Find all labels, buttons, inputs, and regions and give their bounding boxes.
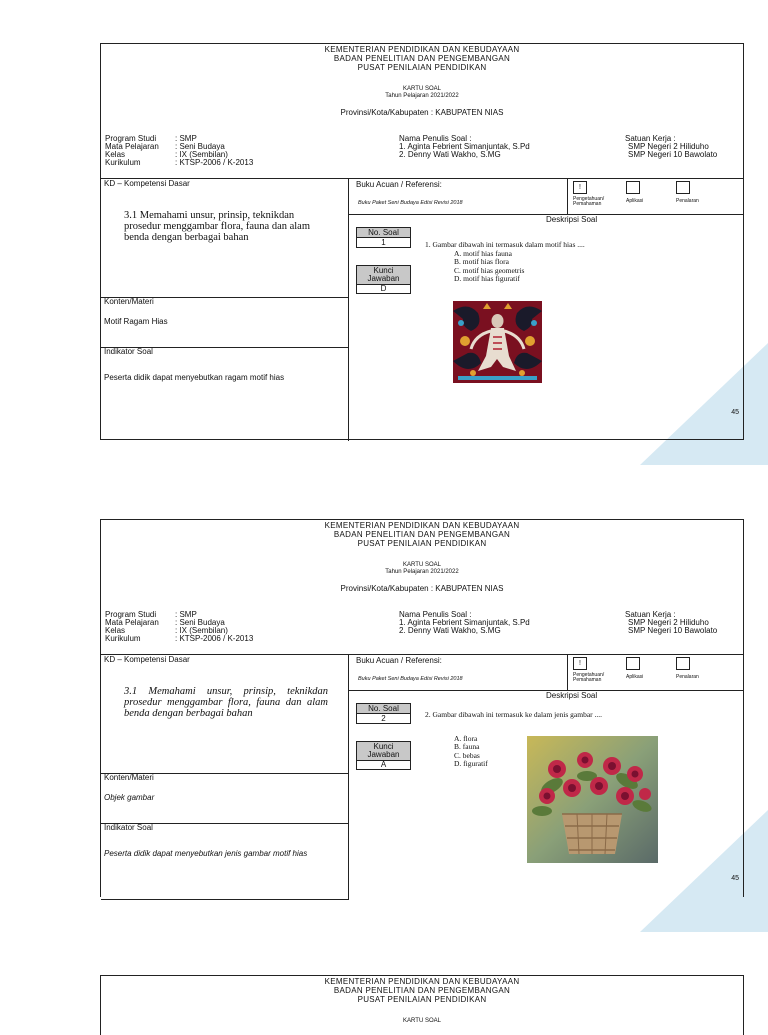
tahun-pelajaran: Tahun Pelajaran 2021/2022 <box>385 569 459 575</box>
konten-value: Objek gambar <box>104 793 155 802</box>
buku-value: Buku Paket Seni Budaya Edisi Revisi 2018 <box>358 200 463 206</box>
kartu-soal-1 <box>100 43 744 440</box>
kartu-title: KARTU SOAL <box>403 562 441 568</box>
buku-label: Buku Acuan / Referensi: <box>356 656 442 665</box>
level-checkbox-aplikasi <box>626 657 640 670</box>
header-line-2: BADAN PENELITIAN DAN PENGEMBANGAN <box>333 530 511 539</box>
option-a: A. motif hias fauna <box>454 248 512 258</box>
option-c: C. motif hias geometris <box>454 265 525 275</box>
no-soal-value: 2 <box>381 714 386 723</box>
kurikulum-label: Kurikulum <box>105 634 141 643</box>
provinsi: Provinsi/Kota/Kabupaten : KABUPATEN NIAS <box>340 584 504 593</box>
level-aplikasi: Aplikasi <box>626 674 644 680</box>
card-meta <box>105 135 739 173</box>
penulis-1: 1. Aginta Febrient Simanjuntak, S.Pd <box>399 618 530 627</box>
indikator-label: Indikator Soal <box>104 347 153 356</box>
header-line-3: PUSAT PENILAIAN PENDIDIKAN <box>357 63 487 72</box>
mapel-value: : Seni Budaya <box>175 142 225 151</box>
penulis-2: 2. Denny Wati Wakho, S.MG <box>399 626 501 635</box>
satuan-1: SMP Negeri 2 Hiliduho <box>628 142 709 151</box>
kurikulum-label: Kurikulum <box>105 158 141 167</box>
satuan-label: Satuan Kerja : <box>625 134 676 143</box>
kunci-label: Kunci Jawaban <box>357 742 410 761</box>
option-c: C. bebas <box>454 750 480 760</box>
konten-label: Konten/Materi <box>104 297 154 306</box>
no-soal-box <box>356 703 411 724</box>
kelas-label: Kelas <box>105 150 126 159</box>
kurikulum-value: : KTSP-2006 / K-2013 <box>175 634 254 643</box>
header-line-1: KEMENTERIAN PENDIDIKAN DAN KEBUDAYAAN <box>324 45 520 54</box>
kelas-value: : IX (Sembilan) <box>175 626 228 635</box>
provinsi: Provinsi/Kota/Kabupaten : KABUPATEN NIAS <box>340 108 504 117</box>
penulis-1: 1. Aginta Febrient Simanjuntak, S.Pd <box>399 142 530 151</box>
kelas-label: Kelas <box>105 626 126 635</box>
penulis-label: Nama Penulis Soal : <box>399 610 472 619</box>
header-line-2: BADAN PENELITIAN DAN PENGEMBANGAN <box>333 986 511 995</box>
kunci-value: A <box>380 760 387 769</box>
level-pengetahuan: Pengetahuan/ Pemahaman <box>573 196 605 207</box>
no-soal-label: No. Soal <box>357 228 410 238</box>
kurikulum-value: : KTSP-2006 / K-2013 <box>175 158 254 167</box>
question-text: 1. Gambar dibawah ini termasuk dalam motif hias .... <box>425 240 585 249</box>
deskripsi-label: Deskripsi Soal <box>546 691 598 700</box>
kunci-value: D <box>380 284 387 293</box>
indikator-value: Peserta didik dapat menyebutkan ragam motif hias <box>104 373 285 382</box>
kunci-box <box>356 741 411 770</box>
kd-label: KD – Kompetensi Dasar <box>104 655 190 664</box>
mapel-label: Mata Pelajaran <box>105 618 159 627</box>
level-checkbox-pengetahuan: ! <box>573 657 587 670</box>
program-label: Program Studi <box>105 610 157 619</box>
level-penalaran: Penalaran <box>676 198 699 204</box>
mapel-label: Mata Pelajaran <box>105 142 159 151</box>
penulis-2: 2. Denny Wati Wakho, S.MG <box>399 150 501 159</box>
no-soal-label: No. Soal <box>357 704 410 714</box>
kartu-title: KARTU SOAL <box>403 86 441 92</box>
header-line-1: KEMENTERIAN PENDIDIKAN DAN KEBUDAYAAN <box>324 521 520 530</box>
indikator-value: Peserta didik dapat menyebutkan jenis gambar motif hias <box>104 849 308 858</box>
satuan-2: SMP Negeri 10 Bawolato <box>628 626 718 635</box>
indikator-label: Indikator Soal <box>104 823 153 832</box>
option-b: B. fauna <box>454 742 480 751</box>
motif-image <box>453 301 542 383</box>
tahun-pelajaran: Tahun Pelajaran 2021/2022 <box>385 93 459 99</box>
program-value: : SMP <box>175 134 197 143</box>
satuan-2: SMP Negeri 10 Bawolato <box>628 150 718 159</box>
option-a: A. flora <box>454 733 478 743</box>
penulis-label: Nama Penulis Soal : <box>399 134 472 143</box>
card-header <box>101 44 743 72</box>
level-pengetahuan: Pengetahuan/ Pemahaman <box>573 672 605 683</box>
level-checkbox-penalaran <box>676 181 690 194</box>
satuan-1: SMP Negeri 2 Hiliduho <box>628 618 709 627</box>
question-text: 2. Gambar dibawah ini termasuk ke dalam jenis gambar .... <box>425 710 603 719</box>
buku-value: Buku Paket Seni Budaya Edisi Revisi 2018 <box>358 676 463 682</box>
option-d: D. motif hias figuratif <box>454 274 520 283</box>
kelas-value: : IX (Sembilan) <box>175 150 228 159</box>
flower-painting-image <box>527 736 658 863</box>
level-checkbox-aplikasi <box>626 181 640 194</box>
page-number: 45 <box>731 409 739 416</box>
mapel-value: : Seni Budaya <box>175 618 225 627</box>
header-line-3: PUSAT PENILAIAN PENDIDIKAN <box>357 539 487 548</box>
header-line-3: PUSAT PENILAIAN PENDIDIKAN <box>357 995 487 1004</box>
program-label: Program Studi <box>105 134 157 143</box>
kd-text: 3.1 Memahami unsur, prinsip, teknikdan prosedur menggambar flora, fauna dan alam benda dengan berbagai bahan <box>124 686 328 719</box>
level-checkbox-pengetahuan: ! <box>573 181 587 194</box>
kd-label: KD – Kompetensi Dasar <box>104 179 190 188</box>
kunci-box <box>356 265 411 294</box>
kartu-title: KARTU SOAL <box>403 1018 441 1024</box>
deskripsi-label: Deskripsi Soal <box>546 215 598 224</box>
konten-label: Konten/Materi <box>104 773 154 782</box>
no-soal-value: 1 <box>381 238 386 247</box>
level-aplikasi: Aplikasi <box>626 198 644 204</box>
program-value: : SMP <box>175 610 197 619</box>
level-checkbox-penalaran <box>676 657 690 670</box>
page-number: 45 <box>731 875 739 882</box>
buku-label: Buku Acuan / Referensi: <box>356 180 442 189</box>
option-d: D. figuratif <box>454 759 488 768</box>
level-penalaran: Penalaran <box>676 674 699 680</box>
kartu-soal-3 <box>100 975 744 1035</box>
no-soal-box <box>356 227 411 248</box>
satuan-label: Satuan Kerja : <box>625 610 676 619</box>
kd-text: 3.1 Memahami unsur, prinsip, teknikdan prosedur menggambar flora, fauna dan alam benda dengan berbagai bahan <box>124 210 311 243</box>
header-line-2: BADAN PENELITIAN DAN PENGEMBANGAN <box>333 54 511 63</box>
kunci-label: Kunci Jawaban <box>357 266 410 285</box>
kartu-soal-2 <box>100 519 744 897</box>
option-b: B. motif hias flora <box>454 257 509 266</box>
konten-value: Motif Ragam Hias <box>104 317 168 326</box>
header-line-1: KEMENTERIAN PENDIDIKAN DAN KEBUDAYAAN <box>324 977 520 986</box>
